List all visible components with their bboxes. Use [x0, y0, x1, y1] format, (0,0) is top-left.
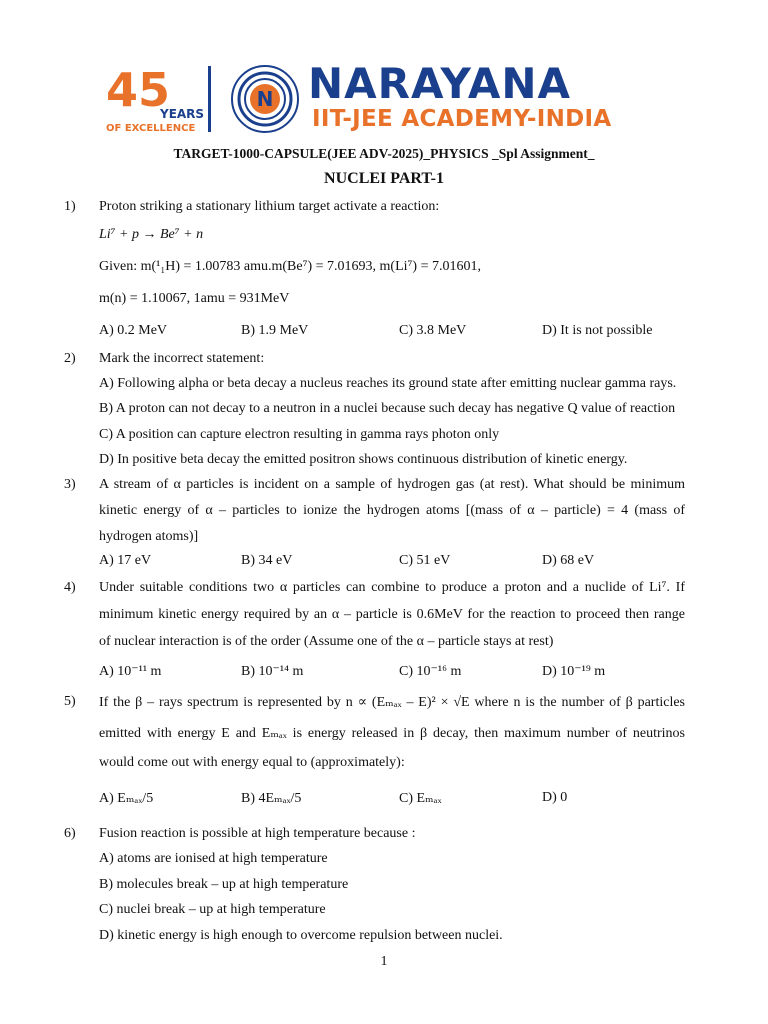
question-number: 1) — [64, 199, 76, 214]
option-a: A) 0.2 MeV — [99, 323, 168, 338]
option-d: D) 0 — [542, 790, 568, 805]
question-text-line-3: hydrogen atoms)] — [99, 529, 199, 544]
assignment-subtitle: TARGET-1000-CAPSULE(JEE ADV-2025)_PHYSICS _Spl Assignment_ — [173, 146, 595, 161]
option-d: D) 68 eV — [542, 553, 595, 568]
svg-text:YEARS: YEARS — [160, 107, 204, 121]
option-d: D) It is not possible — [542, 323, 653, 338]
statement-a: A) Following alpha or beta decay a nucleus reaches its ground state after emitting nuclear gamma rays. — [99, 376, 677, 391]
logo-divider — [208, 66, 211, 132]
brand-name: NARAYANA — [308, 59, 572, 108]
page-number: 1 — [380, 954, 388, 969]
page-title: NUCLEI PART-1 — [324, 170, 444, 187]
statement-d: D) In positive beta decay the emitted positron shows continuous distribution of kinetic energy. — [99, 452, 628, 467]
statement-a: A) atoms are ionised at high temperature — [99, 851, 328, 866]
svg-text:45: 45 — [106, 63, 171, 117]
header-logo — [104, 59, 664, 136]
option-b: B) 10⁻¹⁴ m — [241, 664, 304, 679]
question-number: 4) — [64, 580, 76, 595]
question-number: 6) — [64, 826, 76, 841]
statement-d: D) kinetic energy is high enough to overcome repulsion between nuclei. — [99, 928, 503, 943]
given-values: Given: m(¹₁H) = 1.00783 amu.m(Be⁷) = 7.01693, m(Li⁷) = 7.01601, — [99, 259, 481, 274]
question-text-line-2: minimum kinetic energy required by an α – particle is 0.6MeV for the reaction to proceed then range — [99, 607, 685, 622]
svg-text:N: N — [256, 87, 274, 111]
option-a: A) 17 eV — [99, 553, 152, 568]
option-c: C) 10⁻¹⁶ m — [399, 664, 462, 679]
option-a: A) 10⁻¹¹ m — [99, 664, 162, 679]
question-text-line-1: Under suitable conditions two α particles can combine to produce a proton and a nuclide of Li⁷. If — [99, 580, 685, 595]
option-b: B) 34 eV — [241, 553, 293, 568]
option-b: B) 4Eₘₐₓ/5 — [241, 791, 302, 806]
question-text-line-1: If the β – rays spectrum is represented by n ∝ (Eₘₐₓ – E)² × √E where n is the number of β particles — [99, 695, 685, 710]
45-years-logo — [104, 62, 204, 136]
option-c: C) 3.8 MeV — [399, 323, 467, 338]
question-text: Proton striking a stationary lithium target activate a reaction: — [99, 199, 440, 214]
reaction-equation: Li⁷ + p → Be⁷ + n — [99, 227, 204, 242]
option-a: A) Eₘₐₓ/5 — [99, 791, 154, 806]
question-number: 2) — [64, 351, 76, 366]
statement-c: C) nuclei break – up at high temperature — [99, 902, 326, 917]
option-d: D) 10⁻¹⁹ m — [542, 664, 606, 679]
narayana-emblem-icon — [230, 64, 300, 134]
statement-b: B) A proton can not decay to a neutron in a nuclei because such decay has negative Q value of reaction — [99, 401, 676, 416]
question-text-line-3: would come out with energy equal to (approximately): — [99, 755, 405, 770]
given-values-2: m(n) = 1.10067, 1amu = 931MeV — [99, 291, 290, 306]
question-number: 5) — [64, 694, 76, 709]
question-number: 3) — [64, 477, 76, 492]
statement-c: C) A position can capture electron resulting in gamma rays photon only — [99, 427, 500, 442]
question-text-line-3: of nuclear interaction is of the order (Assume one of the α – particle stays at rest) — [99, 634, 554, 649]
statement-b: B) molecules break – up at high temperature — [99, 877, 349, 892]
question-text: Mark the incorrect statement: — [99, 351, 265, 366]
option-b: B) 1.9 MeV — [241, 323, 309, 338]
svg-text:OF EXCELLENCE: OF EXCELLENCE — [106, 123, 196, 134]
question-text: Fusion reaction is possible at high temperature because : — [99, 826, 416, 841]
brand-subtitle: IIT-JEE ACADEMY-INDIA — [312, 106, 612, 132]
question-text-line-2: kinetic energy of α – particles to ionize the hydrogen atoms [(mass of α – particle) = 4 (mass of — [99, 503, 685, 518]
question-text-line-2: emitted with energy E and Eₘₐₓ is energy released in β decay, then maximum number of neutrinos — [99, 726, 685, 741]
option-c: C) 51 eV — [399, 553, 451, 568]
question-text-line-1: A stream of α particles is incident on a sample of hydrogen gas (at rest). What should be minimum — [99, 477, 685, 492]
option-c: C) Eₘₐₓ — [399, 791, 442, 806]
